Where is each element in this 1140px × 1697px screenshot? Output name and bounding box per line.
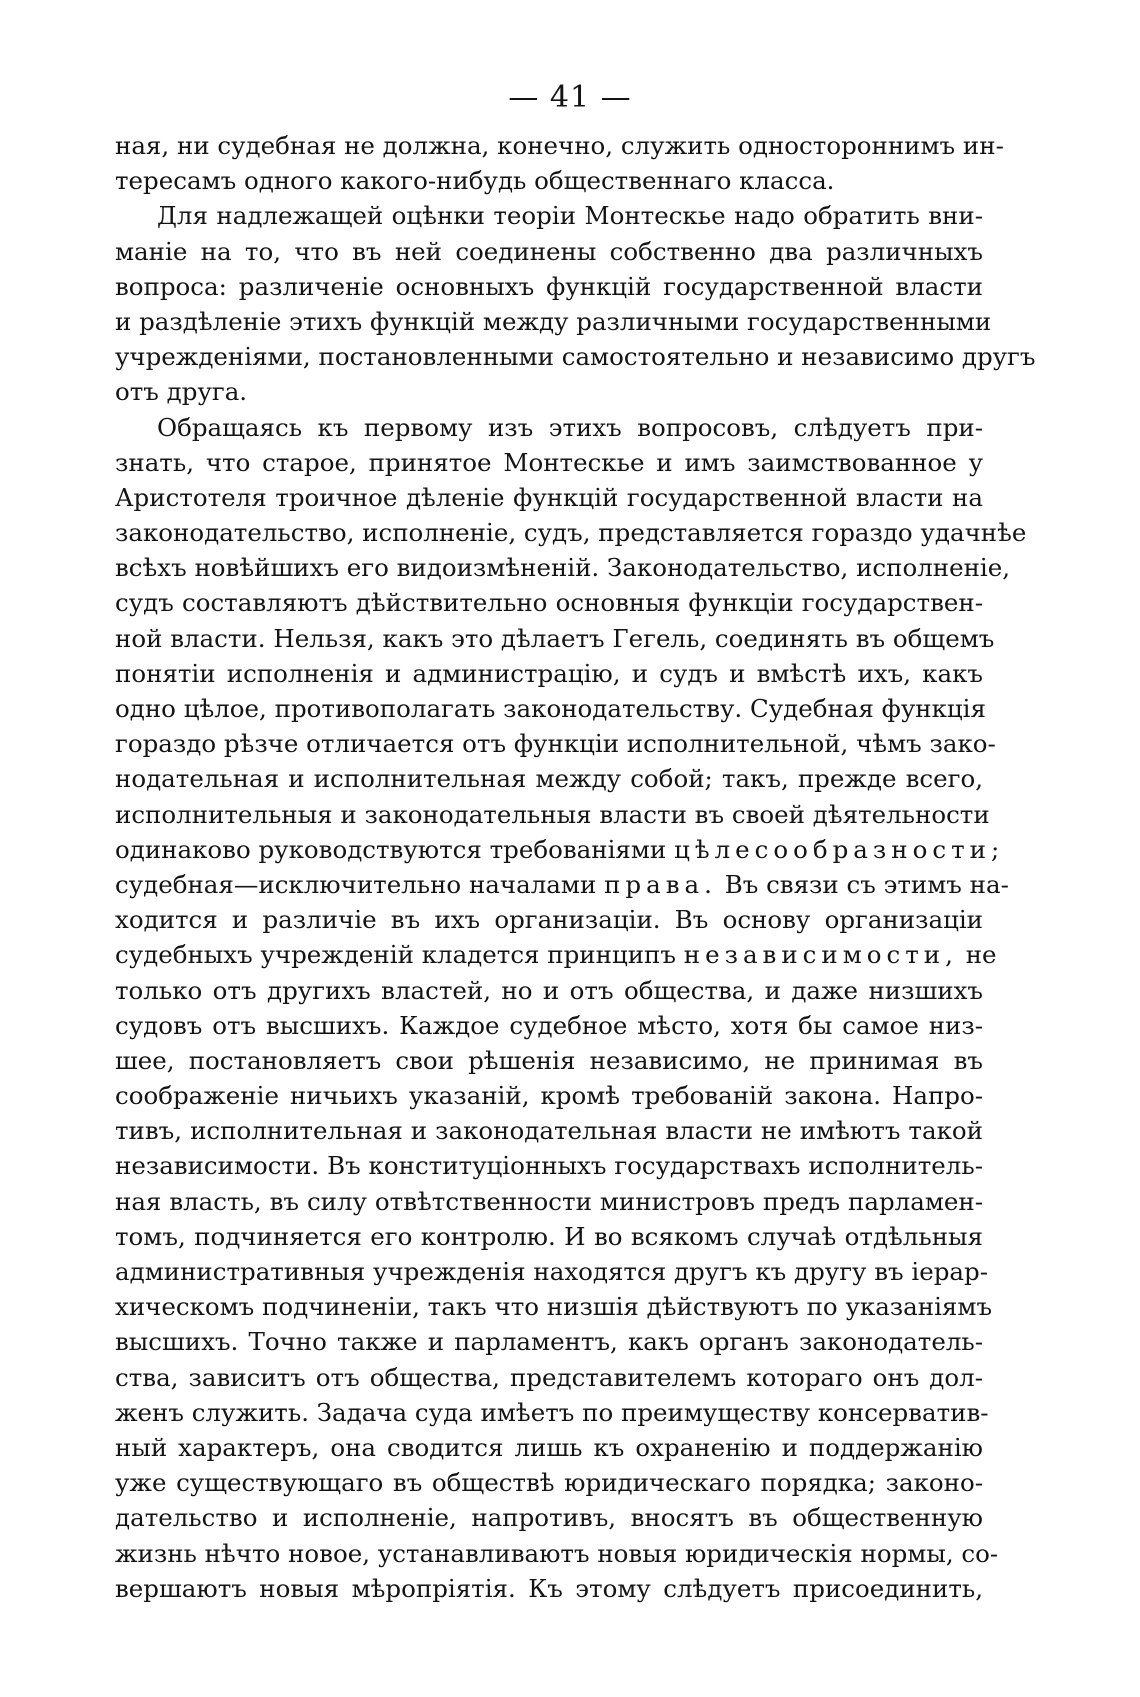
text-run: не — [965, 940, 997, 970]
text-line: ной власти. Нельзя, какъ это дѣлаетъ Гегель, соединять въ общемъ — [115, 623, 995, 653]
text-line: нодательная и исполнительная между собой; такъ, прежде всего, — [115, 764, 983, 794]
text-run: судебная—исключительно началами — [115, 869, 597, 899]
text-line: гораздо рѣзче отличается отъ функціи исполнительной, чѣмъ зако- — [115, 729, 996, 759]
text-line: только отъ другихъ властей, но и отъ общества, и даже низшихъ — [115, 975, 983, 1005]
text-line: соображеніе ничьихъ указаній, кромѣ требованій закона. Напро- — [115, 1081, 983, 1111]
text-line: уже существующаго въ обществѣ юридическаго порядка; законо- — [115, 1468, 983, 1498]
text-line: ная, ни судебная не должна, конечно, служить одностороннимъ ин- — [115, 131, 1004, 160]
text-line — [115, 867, 1009, 902]
text-line: всѣхъ новѣйшихъ его видоизмѣненій. Законодательство, исполненіе, — [115, 553, 1011, 583]
text-run: Въ связи съ этимъ на- — [724, 869, 1009, 899]
text-line: хическомъ подчиненіи, такъ что низшія дѣйствуютъ по указаніямъ — [115, 1292, 993, 1322]
spaced-emphasis: права. — [604, 869, 717, 899]
spaced-emphasis: цѣлесообразности; — [674, 834, 1005, 864]
text-line: ства, зависитъ отъ общества, представителемъ котораго онъ дол- — [115, 1362, 983, 1392]
text-line: высшихъ. Точно также и парламентъ, какъ органъ законодатель- — [115, 1327, 983, 1357]
text-line: тивъ, исполнительная и законодательная власти не имѣютъ такой — [115, 1116, 983, 1146]
text-line: шее, постановляетъ свои рѣшенія независимо, не принимая въ — [115, 1045, 983, 1075]
text-line: административныя учрежденія находятся другъ къ другу въ іерар- — [115, 1257, 989, 1286]
text-line: одно цѣлое, противополагать законодательству. Судебная функція — [115, 694, 986, 723]
text-line: женъ служить. Задача суда имѣетъ по преимуществу консерватив- — [115, 1397, 989, 1427]
page-number: — 41 — — [508, 80, 632, 115]
text-line: дательство и исполненіе, напротивъ, вносятъ въ общественную — [115, 1503, 983, 1533]
text-line: Обращаясь къ первому изъ этихъ вопросовъ, слѣдуетъ при- — [157, 412, 983, 442]
spaced-emphasis: независимости, — [683, 940, 958, 970]
text-line: тересамъ одного какого-нибудь общественнаго класса. — [115, 166, 835, 196]
text-line: жизнь нѣчто новое, устанавливаютъ новыя юридическія нормы, со- — [115, 1538, 999, 1568]
text-line: судовъ отъ высшихъ. Каждое судебное мѣсто, хотя бы самое низ- — [115, 1010, 983, 1040]
text-line: ный характеръ, она сводится лишь къ охраненію и поддержанію — [115, 1432, 983, 1462]
text-line: законодательство, исполненіе, судъ, представляется гораздо удачнѣе — [115, 518, 1027, 548]
text-line: отъ друга. — [115, 377, 248, 407]
text-line: учрежденіями, постановленными самостоятельно и независимо другъ — [115, 342, 1036, 372]
text-line: вопроса: различеніе основныхъ функцій государственной власти — [115, 271, 983, 301]
text-line — [115, 937, 997, 972]
text-run: судебныхъ учрежденій кладется принципъ — [115, 940, 676, 970]
text-line: Аристотеля троичное дѣленіе функцій государственной власти на — [115, 482, 983, 512]
text-line: судъ составляютъ дѣйствительно основныя функціи государствен- — [115, 588, 983, 618]
text-line — [115, 832, 1005, 867]
text-line: понятіи исполненія и администрацію, и судъ и вмѣстѣ ихъ, какъ — [115, 658, 983, 688]
text-line: и раздѣленіе этихъ функцій между различными государственными — [115, 306, 992, 336]
text-line: вершаютъ новыя мѣропріятія. Къ этому слѣдуетъ присоединить, — [115, 1573, 983, 1603]
text-line: Для надлежащей оцѣнки теоріи Монтескье надо обратить вни- — [157, 201, 983, 231]
text-run: одинаково руководствуются требованіями — [115, 834, 667, 864]
text-line: знать, что старое, принятое Монтескье и имъ заимствованное у — [115, 447, 983, 477]
text-line: исполнительныя и законодательныя власти въ своей дѣятельности — [115, 799, 990, 829]
text-line: ная власть, въ силу отвѣтственности министровъ предъ парламен- — [115, 1186, 983, 1216]
body-text — [115, 128, 1036, 1606]
text-line: маніе на то, что въ ней соединены собственно два различныхъ — [115, 236, 983, 266]
text-line: ходится и различіе въ ихъ организаціи. Въ основу организаціи — [115, 905, 983, 935]
text-line: независимости. Въ конституціонныхъ государствахъ исполнитель- — [115, 1151, 983, 1181]
text-line: томъ, подчиняется его контролю. И во всякомъ случаѣ отдѣльныя — [115, 1221, 983, 1251]
